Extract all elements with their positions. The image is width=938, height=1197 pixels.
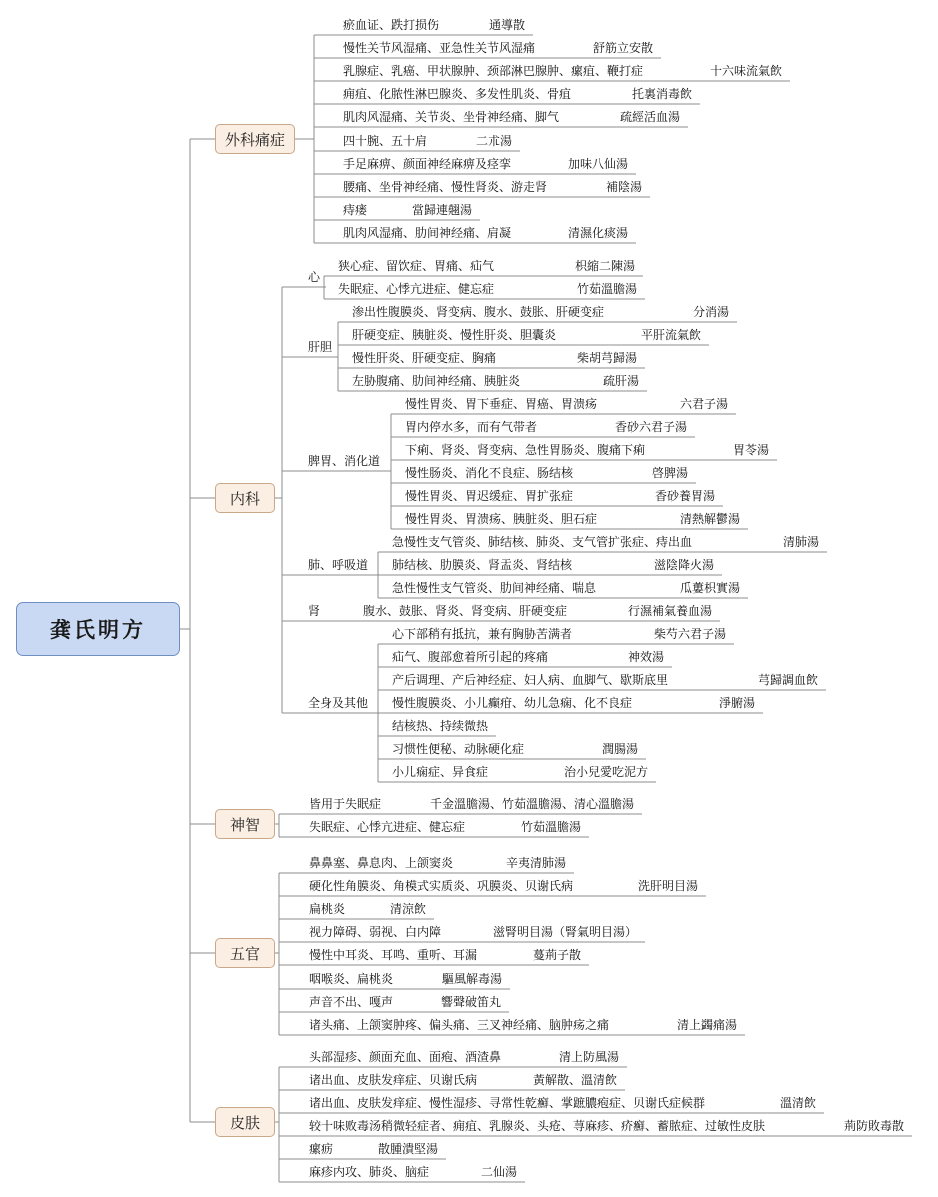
symptom-text: 乳腺症、乳癌、甲状腺肿、颈部淋巴腺肿、瘰疽、鞭打症 bbox=[343, 64, 644, 78]
formula-name: 響聲破笛丸 bbox=[441, 995, 502, 1009]
formula-name: 神效湯 bbox=[628, 650, 665, 664]
symptom-text: 习惯性便秘、动脉硬化症 bbox=[392, 742, 525, 756]
category-node[interactable]: 内科 bbox=[215, 483, 275, 513]
symptom-text: 疝气、腹部愈着所引起的疼痛 bbox=[392, 650, 549, 664]
symptom-text: 胃内停水多，而有气带者 bbox=[405, 420, 538, 434]
formula-name: 溫清飲 bbox=[780, 1096, 817, 1110]
formula-name: 蔓荊子散 bbox=[533, 948, 582, 962]
formula-name: 清濕化痰湯 bbox=[568, 226, 629, 240]
symptom-text: 急性慢性支气管炎、肋间神经痛、喘息 bbox=[392, 581, 597, 595]
symptom-text: 痈疽、化脓性淋巴腺炎、多发性肌炎、骨疽 bbox=[343, 87, 572, 101]
formula-name: 治小兒愛吃泥方 bbox=[564, 765, 649, 779]
symptom-text: 肺结核、肋膜炎、肾盂炎、肾结核 bbox=[392, 558, 573, 572]
formula-name: 香砂養胃湯 bbox=[655, 489, 716, 503]
symptom-text: 手足麻痹、颜面神经麻痹及痉挛 bbox=[343, 157, 512, 171]
formula-name: 清涼飲 bbox=[390, 902, 427, 916]
group-label: 肝胆 bbox=[308, 340, 333, 354]
formula-name: 荊防敗毒散 bbox=[844, 1119, 905, 1133]
symptom-text: 慢性肝炎、肝硬变症、胸痛 bbox=[352, 351, 497, 365]
symptom-text: 咽喉炎、扁桃炎 bbox=[309, 972, 394, 986]
root-node[interactable]: 龚氏明方 bbox=[16, 602, 180, 656]
formula-name: 瓜蔞枳實湯 bbox=[680, 581, 741, 595]
symptom-text: 慢性胃炎、胃迟缓症、胃扩张症 bbox=[405, 489, 574, 503]
formula-name: 香砂六君子湯 bbox=[615, 420, 688, 434]
symptom-text: 慢性关节风湿痛、亚急性关节风湿痛 bbox=[343, 41, 536, 55]
formula-name: 加味八仙湯 bbox=[568, 157, 629, 171]
formula-name: 六君子湯 bbox=[680, 397, 729, 411]
symptom-text: 急慢性支气管炎、肺结核、肺炎、支气管扩张症、痔出血 bbox=[392, 535, 693, 549]
group-label: 脾胃、消化道 bbox=[308, 454, 381, 468]
formula-name: 黃解散、溫清飲 bbox=[533, 1073, 618, 1087]
formula-name: 滋腎明目湯（腎氣明目湯） bbox=[493, 925, 638, 939]
formula-name: 十六味流氣飲 bbox=[710, 64, 783, 78]
group-label: 心 bbox=[308, 270, 321, 284]
symptom-text: 结核热、持续微热 bbox=[392, 719, 489, 733]
formula-name: 疏肝湯 bbox=[603, 374, 640, 388]
formula-name: 行濕補氣養血湯 bbox=[628, 604, 713, 618]
symptom-text: 皆用于失眠症 bbox=[309, 797, 382, 811]
formula-name: 柴胡芎歸湯 bbox=[577, 351, 638, 365]
symptom-text: 慢性中耳炎、耳鸣、重听、耳漏 bbox=[309, 948, 478, 962]
symptom-text: 下痢、肾炎、肾变病、急性胃肠炎、腹痛下痢 bbox=[405, 443, 646, 457]
formula-name: 洗肝明目湯 bbox=[638, 879, 699, 893]
symptom-text: 腹水、鼓胀、肾炎、肾变病、肝硬变症 bbox=[363, 604, 568, 618]
formula-name: 潤腸湯 bbox=[602, 742, 639, 756]
formula-name: 二朮湯 bbox=[476, 134, 513, 148]
formula-name: 補陰湯 bbox=[606, 180, 643, 194]
symptom-text: 狭心症、留饮症、胃痛、疝气 bbox=[338, 259, 495, 273]
symptom-text: 诸出血、皮肤发痒症、慢性湿疹、寻常性乾癬、掌蹠膿疱症、贝谢氏症候群 bbox=[309, 1096, 706, 1110]
formula-name: 疏經活血湯 bbox=[620, 110, 681, 124]
formula-name: 辛夷清肺湯 bbox=[506, 856, 567, 870]
formula-name: 平肝流氣飲 bbox=[641, 328, 702, 342]
formula-name: 滋陰降火湯 bbox=[654, 558, 715, 572]
symptom-text: 麻疹内攻、肺炎、脑症 bbox=[309, 1165, 430, 1179]
formula-name: 千金溫膽湯、竹茹溫膽湯、清心溫膽湯 bbox=[430, 797, 635, 811]
category-node[interactable]: 五官 bbox=[215, 938, 275, 968]
symptom-text: 硬化性角膜炎、角模式实质炎、巩膜炎、贝谢氏病 bbox=[309, 879, 574, 893]
symptom-text: 诸出血、皮肤发痒症、贝谢氏病 bbox=[309, 1073, 478, 1087]
symptom-text: 声音不出、嘎声 bbox=[309, 995, 394, 1009]
group-label: 全身及其他 bbox=[308, 696, 369, 710]
formula-name: 散腫潰堅湯 bbox=[378, 1142, 439, 1156]
formula-name: 二仙湯 bbox=[481, 1165, 518, 1179]
formula-name: 清上防風湯 bbox=[559, 1050, 620, 1064]
formula-name: 驅風解毒湯 bbox=[442, 972, 503, 986]
symptom-text: 瘰疬 bbox=[309, 1142, 334, 1156]
symptom-text: 产后调理、产后神经症、妇人病、血脚气、歇斯底里 bbox=[392, 673, 669, 687]
symptom-text: 心下部稍有抵抗，兼有胸胁苦满者 bbox=[392, 627, 573, 641]
formula-name: 分消湯 bbox=[693, 305, 730, 319]
formula-name: 竹茹溫膽湯 bbox=[521, 820, 582, 834]
symptom-text: 四十腕、五十肩 bbox=[343, 134, 428, 148]
symptom-text: 诸头痛、上颌窦肿疼、偏头痛、三叉神经痛、脑肿疡之痛 bbox=[309, 1018, 610, 1032]
formula-name: 啓脾湯 bbox=[652, 466, 689, 480]
symptom-text: 肌肉风湿痛、关节炎、坐骨神经痛、脚气 bbox=[343, 110, 560, 124]
symptom-text: 慢性胃炎、胃下垂症、胃癌、胃溃疡 bbox=[405, 397, 598, 411]
category-node[interactable]: 皮肤 bbox=[215, 1107, 275, 1137]
formula-name: 枳縮二陳湯 bbox=[575, 259, 636, 273]
group-label: 肾 bbox=[308, 604, 321, 618]
symptom-text: 失眠症、心悸亢进症、健忘症 bbox=[338, 282, 495, 296]
formula-name: 淨腑湯 bbox=[719, 696, 756, 710]
symptom-text: 视力障碍、弱视、白内障 bbox=[309, 925, 442, 939]
formula-name: 胃苓湯 bbox=[733, 443, 770, 457]
symptom-text: 较十味败毒汤稍微轻症者、痈疽、乳腺炎、头疮、荨麻疹、疥癬、蓄脓症、过敏性皮肤 bbox=[309, 1119, 766, 1133]
symptom-text: 腰痛、坐骨神经痛、慢性肾炎、游走肾 bbox=[343, 180, 548, 194]
formula-name: 清上蠲痛湯 bbox=[677, 1018, 738, 1032]
symptom-text: 小儿痫症、异食症 bbox=[392, 765, 489, 779]
category-node[interactable]: 外科痛症 bbox=[215, 124, 295, 154]
symptom-text: 肝硬变症、胰脏炎、慢性肝炎、胆囊炎 bbox=[352, 328, 557, 342]
symptom-text: 痔瘘 bbox=[343, 203, 368, 217]
formula-name: 通導散 bbox=[489, 18, 526, 32]
symptom-text: 扁桃炎 bbox=[309, 902, 346, 916]
formula-name: 托裏消毒飲 bbox=[632, 87, 693, 101]
formula-name: 柴芍六君子湯 bbox=[654, 627, 727, 641]
symptom-text: 瘀血证、跌打损伤 bbox=[343, 18, 440, 32]
symptom-text: 鼻鼻塞、鼻息肉、上颌窦炎 bbox=[309, 856, 454, 870]
formula-name: 舒筋立安散 bbox=[593, 41, 654, 55]
category-node[interactable]: 神智 bbox=[215, 809, 275, 839]
symptom-text: 慢性胃炎、胃溃疡、胰脏炎、胆石症 bbox=[405, 512, 598, 526]
formula-name: 當歸連翹湯 bbox=[412, 203, 473, 217]
symptom-text: 失眠症、心悸亢进症、健忘症 bbox=[309, 820, 466, 834]
symptom-text: 渗出性腹膜炎、肾变病、腹水、鼓胀、肝硬变症 bbox=[352, 305, 605, 319]
formula-name: 竹茹溫膽湯 bbox=[577, 282, 638, 296]
symptom-text: 左胁腹痛、肋间神经痛、胰脏炎 bbox=[352, 374, 521, 388]
symptom-text: 慢性腹膜炎、小儿癫疳、幼儿急痫、化不良症 bbox=[392, 696, 633, 710]
symptom-text: 头部湿疹、颜面充血、面疱、酒渣鼻 bbox=[309, 1050, 502, 1064]
symptom-text: 慢性肠炎、消化不良症、肠结核 bbox=[405, 466, 574, 480]
formula-name: 清熱解鬱湯 bbox=[680, 512, 741, 526]
group-label: 肺、呼吸道 bbox=[308, 558, 369, 572]
formula-name: 芎歸調血飲 bbox=[758, 673, 819, 687]
symptom-text: 肌肉风湿痛、肋间神经痛、肩凝 bbox=[343, 226, 512, 240]
formula-name: 清肺湯 bbox=[783, 535, 820, 549]
